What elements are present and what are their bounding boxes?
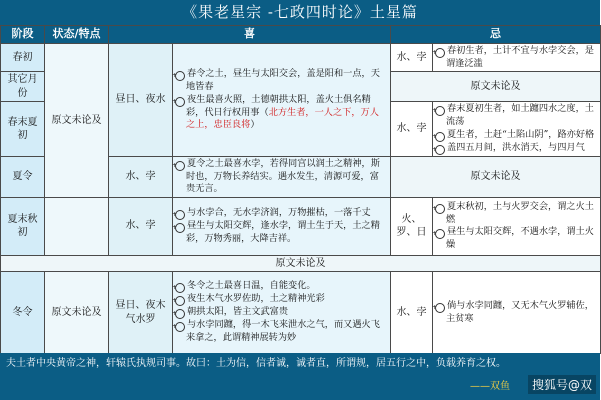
- bullet-icon: +: [435, 204, 445, 214]
- bullet-icon: +: [435, 145, 445, 155]
- bullet-icon: +: [175, 161, 185, 171]
- header-ji: 忌: [391, 26, 601, 44]
- watermark: 搜狐号@双: [528, 375, 596, 394]
- ji-qita: 原文未论及: [391, 72, 601, 102]
- ji-dong: [433, 272, 601, 354]
- xi-xia-text: 夏令之土最喜水孛，若得同宫以润土之精神，斯时也，万物长养结实。遇水发生，清源可爱，富贵无言。: [186, 157, 380, 195]
- ji-chunchu-text: 春初生者，土计不宜与水孛交会，是谓逢泛滥: [446, 45, 594, 69]
- ji-xiamo: [433, 197, 601, 255]
- bullet-icon: +: [175, 322, 185, 332]
- xi-item: [171, 319, 388, 344]
- xi-spring-text-1: 春令之土，昼生与太阳交会，盖是阳和一点，天地皆春: [186, 68, 380, 93]
- xi-item: [171, 280, 388, 293]
- xi-dong-text-1: 冬令之土最喜日温，自能变化。: [187, 280, 316, 292]
- ji-chunmo: [433, 102, 601, 156]
- bullet-icon: +: [435, 229, 445, 239]
- bullet-icon: +: [435, 132, 445, 142]
- header-xi: 喜: [109, 26, 391, 44]
- row-xiamo: [1, 197, 601, 255]
- ji-symbols-xiamo: 火、罗、日: [391, 197, 433, 255]
- stage-dong: 冬令: [1, 272, 45, 354]
- header-stage: 阶段: [1, 26, 45, 44]
- xi-item: [171, 293, 388, 306]
- stage-qita: 其它月份: [1, 72, 45, 102]
- ji-item: [431, 200, 598, 226]
- bullet-icon: +: [175, 97, 185, 107]
- time-dong: 昼日、夜木气水罗: [109, 272, 173, 354]
- xi-dong-text-3: 朝拱太阳，皆主文武富贵: [187, 306, 289, 318]
- ji-item: [431, 226, 598, 251]
- ji-item: [431, 299, 598, 325]
- row-autumn: [1, 255, 601, 272]
- footer: [0, 353, 600, 400]
- bullet-icon: +: [435, 303, 445, 313]
- stage-chunmo: 春末夏初: [1, 102, 45, 156]
- xi-spring: [173, 44, 391, 157]
- header-status: 状态/特点: [45, 26, 109, 44]
- bullet-icon: +: [435, 106, 445, 116]
- xi-xiamo-text-2: 昼生与太阳交辉，逢水孛，谓土生于天，土之精彩，万物秀丽，大降吉祥。: [186, 219, 380, 244]
- ji-item: [431, 45, 598, 70]
- stage-xia: 夏令: [1, 156, 45, 197]
- header-row: [1, 26, 601, 44]
- ji-xiamo-text-1: 夏末秋初，土与火罗交会，谓之火土燃: [446, 200, 594, 225]
- ji-chunmo-text-3: 盖四五月间，洪水消天，与四月气: [447, 141, 585, 153]
- saturn-table: [0, 25, 601, 354]
- status-spring-summer: 原文未论及: [45, 44, 109, 198]
- time-xiamo: 水、孛: [109, 197, 173, 255]
- footer-text: 夫土者中央黄帝之神，轩辕氏执规司事。故曰：土为信，信者诚，诚者直，所谓规，居五行之中，负载养育之权。: [6, 358, 506, 369]
- time-xia: 水、孛: [109, 156, 173, 197]
- stage-xiamo: 夏末秋初: [1, 197, 45, 255]
- bullet-icon: +: [435, 48, 445, 58]
- xi-spring-text-3: ）: [250, 119, 260, 131]
- ji-symbols-dong: 水、孛: [391, 272, 433, 354]
- xi-item: [171, 157, 388, 196]
- ji-item: [431, 128, 598, 142]
- time-spring: 昼日、夜水: [109, 44, 173, 157]
- xi-dong: [173, 272, 391, 354]
- xi-xia: [173, 156, 391, 197]
- autumn-note: 原文未论及: [1, 255, 601, 272]
- page-title: 《果老星宗 -七政四时论》土星篇: [0, 0, 600, 25]
- bullet-icon: +: [175, 223, 185, 233]
- status-xiamo: [45, 197, 109, 255]
- ji-symbols-chunchu: 水、孛: [391, 44, 433, 72]
- xi-spring-highlight: 北方生者，一人之下，万人之上，忠臣良将: [186, 106, 379, 131]
- ji-chunmo-text-1: 春末夏初生者，如土躔四水之度，土流荡: [446, 103, 594, 128]
- xi-dong-text-4: 与水孛同躔，得一木飞来泄水之气，而又遇火飞来拿之，此谓精神展转为妙: [186, 319, 380, 344]
- bullet-icon: +: [175, 283, 185, 293]
- row-chunchu: [1, 44, 601, 72]
- ji-xia: 原文未论及: [391, 156, 601, 197]
- xi-spring-text-2: 夜生最喜火照，土德朝拱太阳，盖火土俱名精彩，代日行权用事（: [186, 93, 371, 118]
- stage-chunchu: 春初: [1, 44, 45, 72]
- ji-dong-text: 倘与水孛同躔，又无木气火罗辅佐，主贫寒: [446, 299, 594, 324]
- bullet-icon: +: [175, 309, 185, 319]
- bullet-icon: +: [175, 71, 185, 81]
- xi-item: [171, 206, 388, 220]
- bullet-icon: +: [175, 210, 185, 220]
- status-dong: 原文未论及: [45, 272, 109, 354]
- xi-xiamo-text-1: 与水孛合，无水孛济润，万物摧枯，一落千丈: [187, 206, 371, 218]
- xi-spring-item: [171, 68, 388, 93]
- ji-chunchu: [433, 44, 601, 72]
- bullet-icon: +: [175, 296, 185, 306]
- ji-symbols-chunmo: 水、孛: [391, 102, 433, 156]
- ji-item: [431, 141, 598, 155]
- ji-chunmo-text-2: 夏生者，土赶“土陷山阴”，路亦好格: [447, 128, 595, 140]
- xi-xiamo: [173, 197, 391, 255]
- ji-item: [431, 103, 598, 128]
- xi-spring-item: [171, 93, 388, 132]
- xi-item: [171, 219, 388, 245]
- xi-item: [171, 306, 388, 319]
- footer-author: ——双鱼: [470, 381, 510, 392]
- ji-xiamo-text-2: 昼生与太阳交辉，不遇水孛，谓土火燥: [446, 226, 594, 251]
- xi-dong-text-2: 夜生木气水罗佐助，土之精神光彩: [187, 293, 325, 305]
- row-dong: [1, 272, 601, 354]
